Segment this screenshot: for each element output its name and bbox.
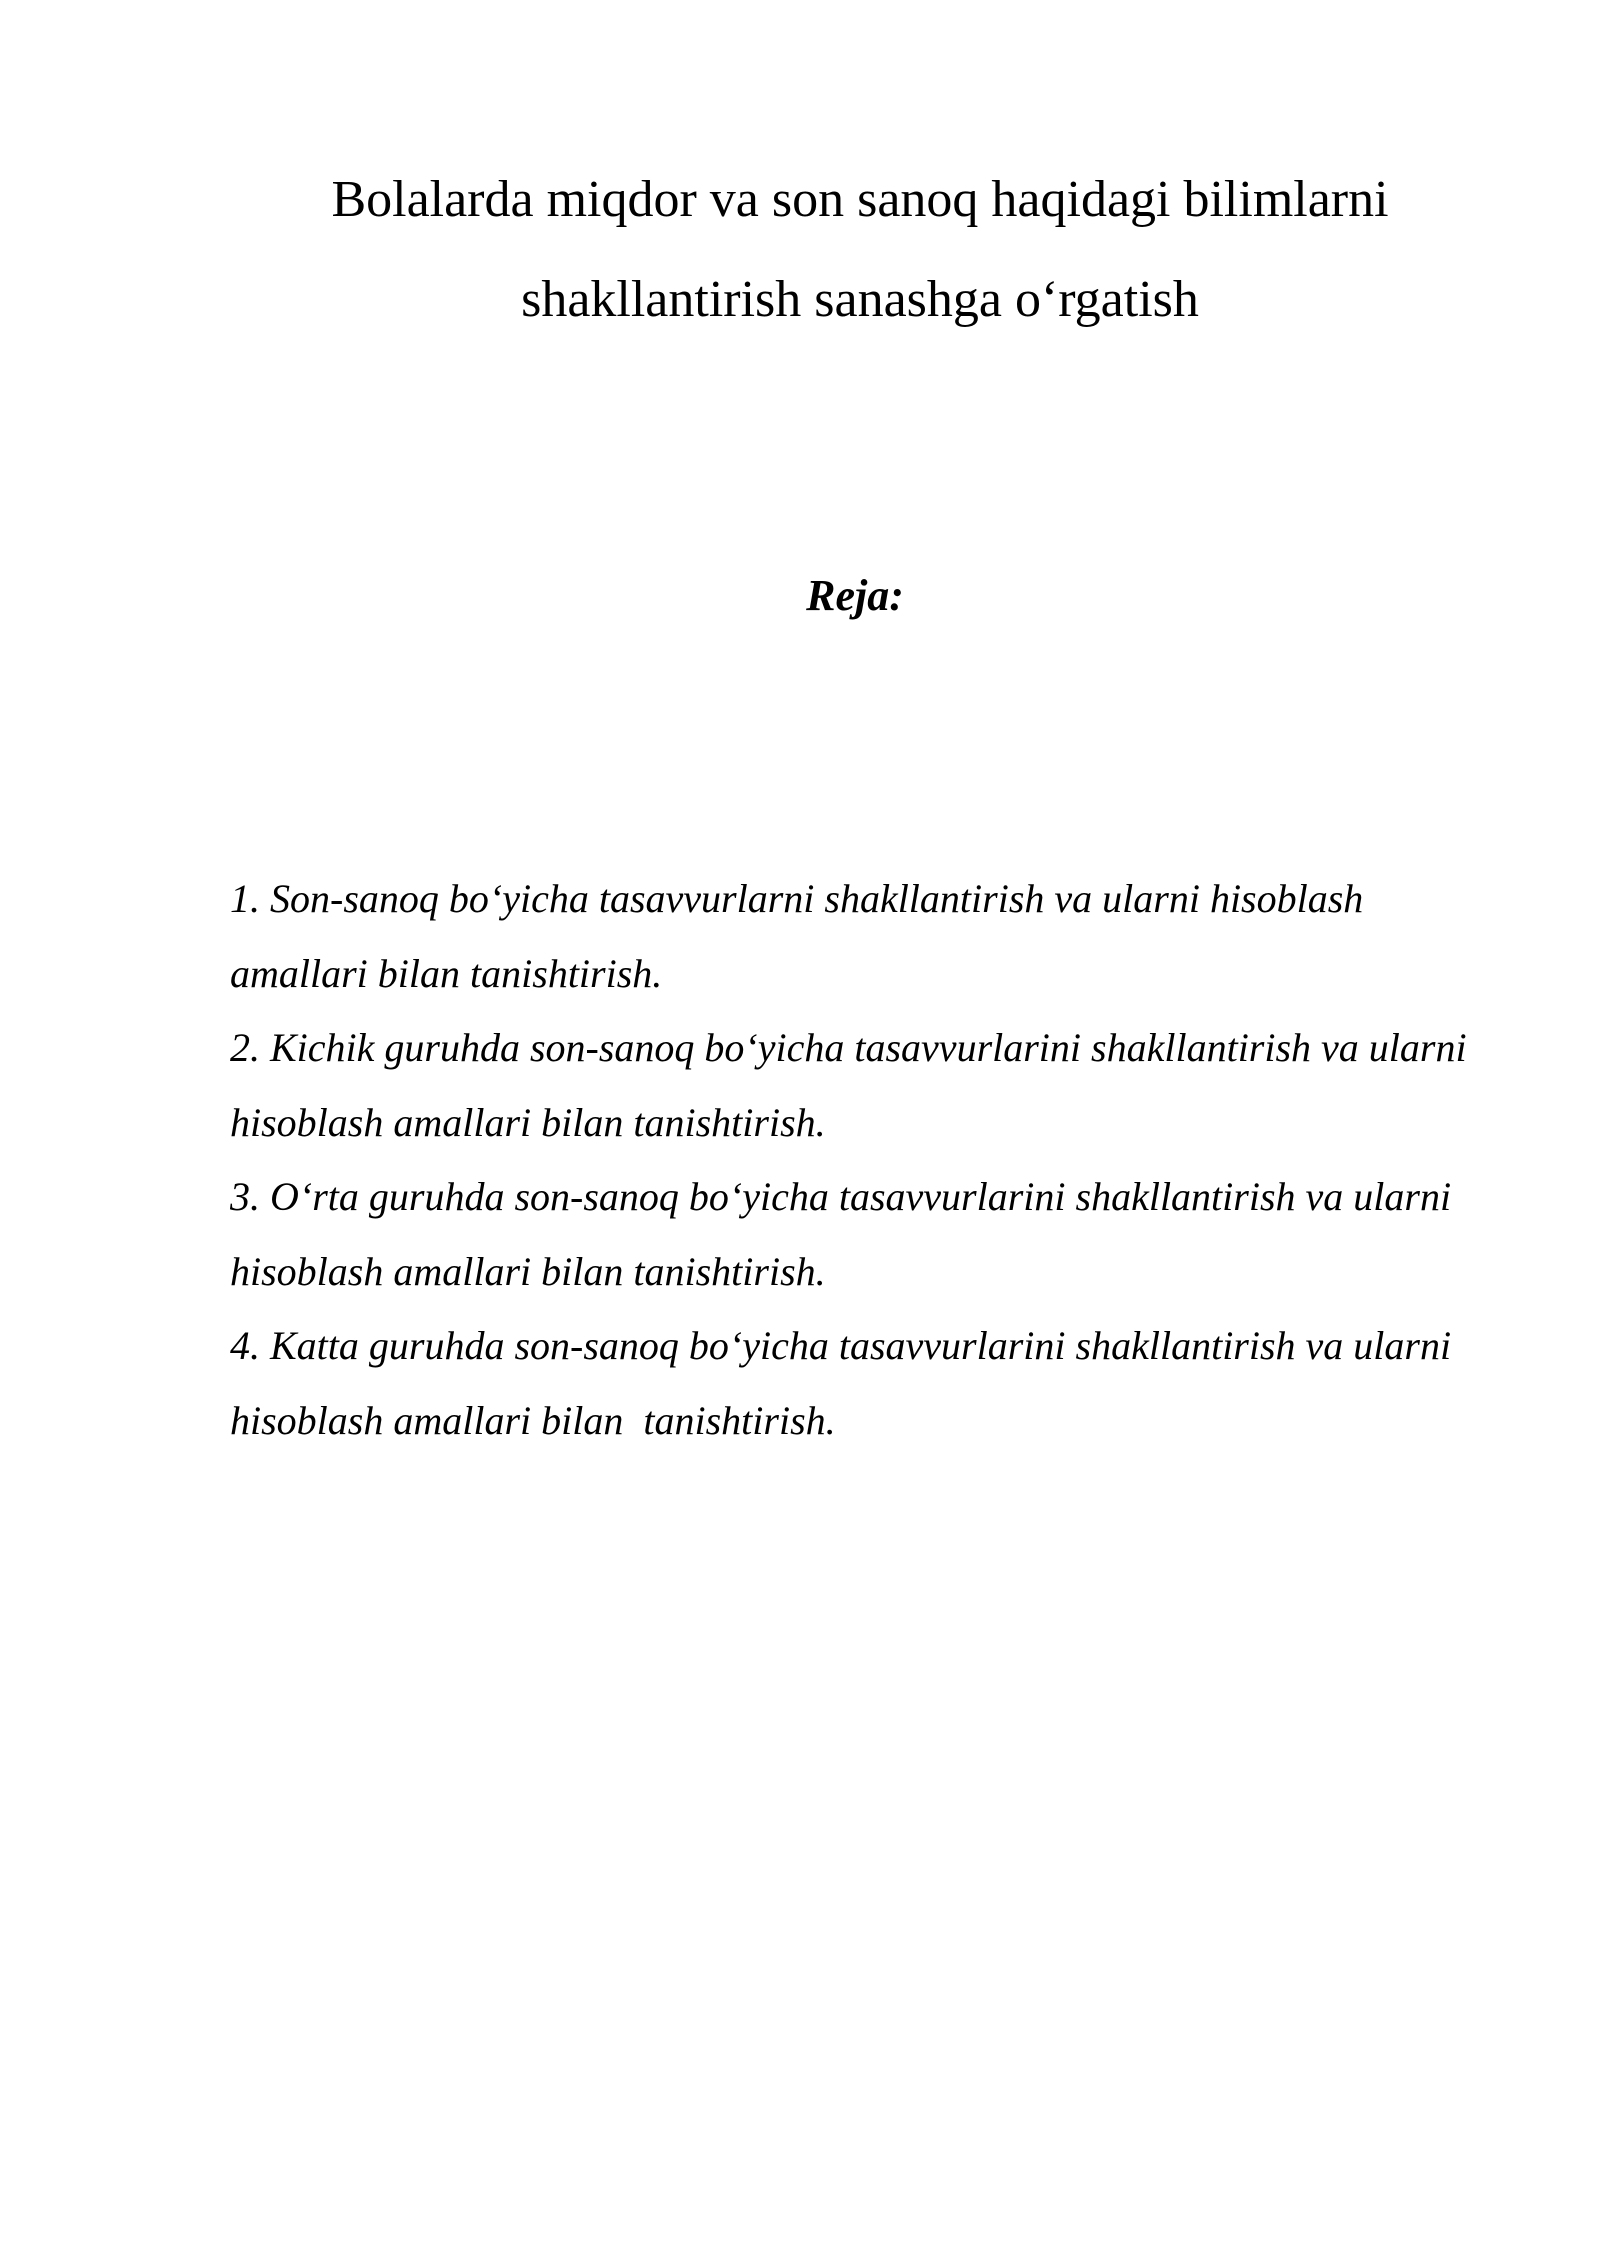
plan-item-text: Kichik guruhda son-sanoq bo‘yicha tasavvurlarini shakllantirish va ularni hisoblash amallari bilan tanishtirish. [230,1025,1467,1145]
plan-item-number: 1. [230,876,260,921]
plan-heading: Reja: [806,571,904,620]
plan-item-number: 3. [230,1174,260,1219]
plan-item-text: Katta guruhda son-sanoq bo‘yicha tasavvurlarini shakllantirish va ularni hisoblash amallari bilan tanishtirish. [230,1323,1462,1443]
plan-item-number: 2. [230,1025,260,1070]
plan-item [230,1309,1470,1458]
title-line-1: Bolalarda miqdor va son sanoq haqidagi bilimlarni [331,171,1389,228]
plan-item [230,862,1470,1011]
plan-item-text: Son-sanoq bo‘yicha tasavvurlarni shakllantirish va ularni hisoblash amallari bilan tanishtirish. [230,876,1364,996]
plan-item-number: 4. [230,1323,260,1368]
plan-list [230,862,1470,1458]
plan-item-text: O‘rta guruhda son-sanoq bo‘yicha tasavvurlarini shakllantirish va ularni hisoblash amallari bilan tanishtirish. [230,1174,1452,1294]
document-title [230,150,1490,350]
plan-item [230,1011,1470,1160]
plan-item [230,1160,1470,1309]
title-line-2: shakllantirish sanashga o‘rgatish [521,271,1199,328]
